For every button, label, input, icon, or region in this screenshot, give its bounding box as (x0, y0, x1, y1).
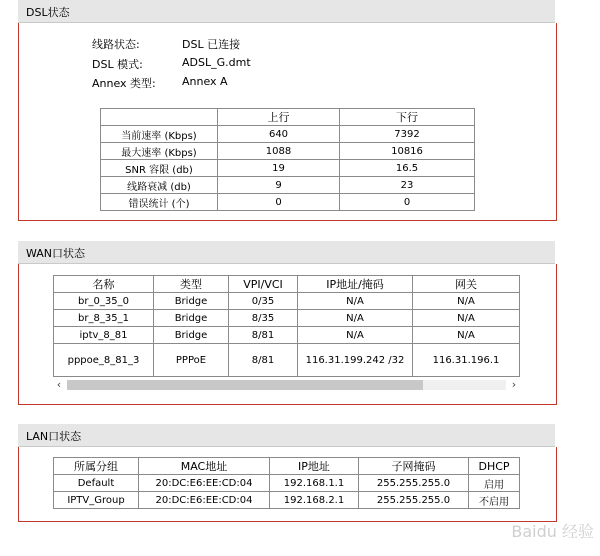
table-cell: 启用 (469, 475, 520, 492)
table-row (101, 126, 475, 143)
scroll-left-arrow-icon[interactable]: ‹ (56, 378, 62, 391)
table-cell: IPTV_Group (54, 492, 139, 509)
table-cell: 当前速率 (Kbps) (101, 126, 218, 143)
table-cell: N/A (298, 327, 413, 344)
table-cell: 20:DC:E6:EE:CD:04 (139, 475, 270, 492)
table-header-cell: 所属分组 (54, 458, 139, 475)
table-cell: br_0_35_0 (54, 293, 154, 310)
table-cell: SNR 容限 (db) (101, 160, 218, 177)
table-cell: 不启用 (469, 492, 520, 509)
table-cell: 0 (340, 194, 475, 211)
table-cell: 7392 (340, 126, 475, 143)
table-cell: br_8_35_1 (54, 310, 154, 327)
scrollbar-thumb[interactable] (67, 380, 423, 390)
table-row (54, 327, 520, 344)
table-row (101, 177, 475, 194)
dsl-mode-value: ADSL_G.dmt (182, 56, 251, 69)
table-row (54, 475, 520, 492)
table-row (54, 492, 520, 509)
table-cell: Bridge (154, 293, 229, 310)
table-header-cell: 网关 (413, 276, 520, 293)
table-header-cell: VPI/VCI (229, 276, 298, 293)
table-row (54, 344, 520, 377)
table-cell: N/A (298, 310, 413, 327)
wan-horizontal-scrollbar[interactable] (53, 378, 520, 392)
table-header-cell: 上行 (218, 109, 340, 126)
table-cell: 116.31.196.1 (413, 344, 520, 377)
wan-section-header (18, 241, 555, 264)
table-header-row (101, 109, 475, 126)
table-cell: 16.5 (340, 160, 475, 177)
table-cell: 错误统计 (个) (101, 194, 218, 211)
table-cell: 10816 (340, 143, 475, 160)
table-cell: Bridge (154, 310, 229, 327)
table-header-cell: IP地址/掩码 (298, 276, 413, 293)
table-cell: pppoe_8_81_3 (54, 344, 154, 377)
line-status-value: DSL 已连接 (182, 38, 241, 51)
table-header-cell: 类型 (154, 276, 229, 293)
table-cell: 0/35 (229, 293, 298, 310)
table-header-cell: DHCP (469, 458, 520, 475)
baidu-watermark: Baidu 经验 (511, 522, 594, 541)
table-cell: N/A (298, 293, 413, 310)
line-status-label: 线路状态: (92, 38, 140, 51)
table-cell: 线路衰减 (db) (101, 177, 218, 194)
table-cell: 20:DC:E6:EE:CD:04 (139, 492, 270, 509)
table-row (54, 293, 520, 310)
dsl-mode-label: DSL 模式: (92, 58, 143, 71)
table-cell: 116.31.199.242 /32 (298, 344, 413, 377)
table-cell: 9 (218, 177, 340, 194)
table-cell: 最大速率 (Kbps) (101, 143, 218, 160)
table-header-row (54, 458, 520, 475)
table-cell: 255.255.255.0 (359, 492, 469, 509)
table-header-cell: MAC地址 (139, 458, 270, 475)
table-cell: 0 (218, 194, 340, 211)
scroll-right-arrow-icon[interactable]: › (511, 378, 517, 391)
lan-table (53, 457, 520, 509)
annex-type-value: Annex A (182, 75, 228, 88)
table-row (54, 310, 520, 327)
table-cell: 8/81 (229, 344, 298, 377)
table-cell: N/A (413, 327, 520, 344)
table-row (101, 143, 475, 160)
table-header-cell: 子网掩码 (359, 458, 469, 475)
table-cell: 255.255.255.0 (359, 475, 469, 492)
table-header-cell: 下行 (340, 109, 475, 126)
table-header-row (54, 276, 520, 293)
table-cell: 19 (218, 160, 340, 177)
lan-section-header (18, 424, 555, 447)
table-header-cell: IP地址 (270, 458, 359, 475)
table-cell: 1088 (218, 143, 340, 160)
annex-type-label: Annex 类型: (92, 77, 156, 90)
table-cell: 640 (218, 126, 340, 143)
table-header-cell: 名称 (54, 276, 154, 293)
dsl-stats-table (100, 108, 475, 211)
table-row (101, 194, 475, 211)
dsl-section-title: DSL状态 (26, 6, 70, 19)
table-cell: 8/35 (229, 310, 298, 327)
table-cell: 192.168.2.1 (270, 492, 359, 509)
table-cell: 192.168.1.1 (270, 475, 359, 492)
lan-section-title: LAN口状态 (26, 430, 82, 443)
table-cell: Default (54, 475, 139, 492)
table-cell: 23 (340, 177, 475, 194)
wan-table (53, 275, 520, 377)
table-cell: N/A (413, 293, 520, 310)
table-cell: iptv_8_81 (54, 327, 154, 344)
table-cell: N/A (413, 310, 520, 327)
table-row (101, 160, 475, 177)
table-cell: 8/81 (229, 327, 298, 344)
table-header-cell (101, 109, 218, 126)
wan-section-title: WAN口状态 (26, 247, 86, 260)
dsl-section-header (18, 0, 555, 23)
table-cell: Bridge (154, 327, 229, 344)
table-cell: PPPoE (154, 344, 229, 377)
